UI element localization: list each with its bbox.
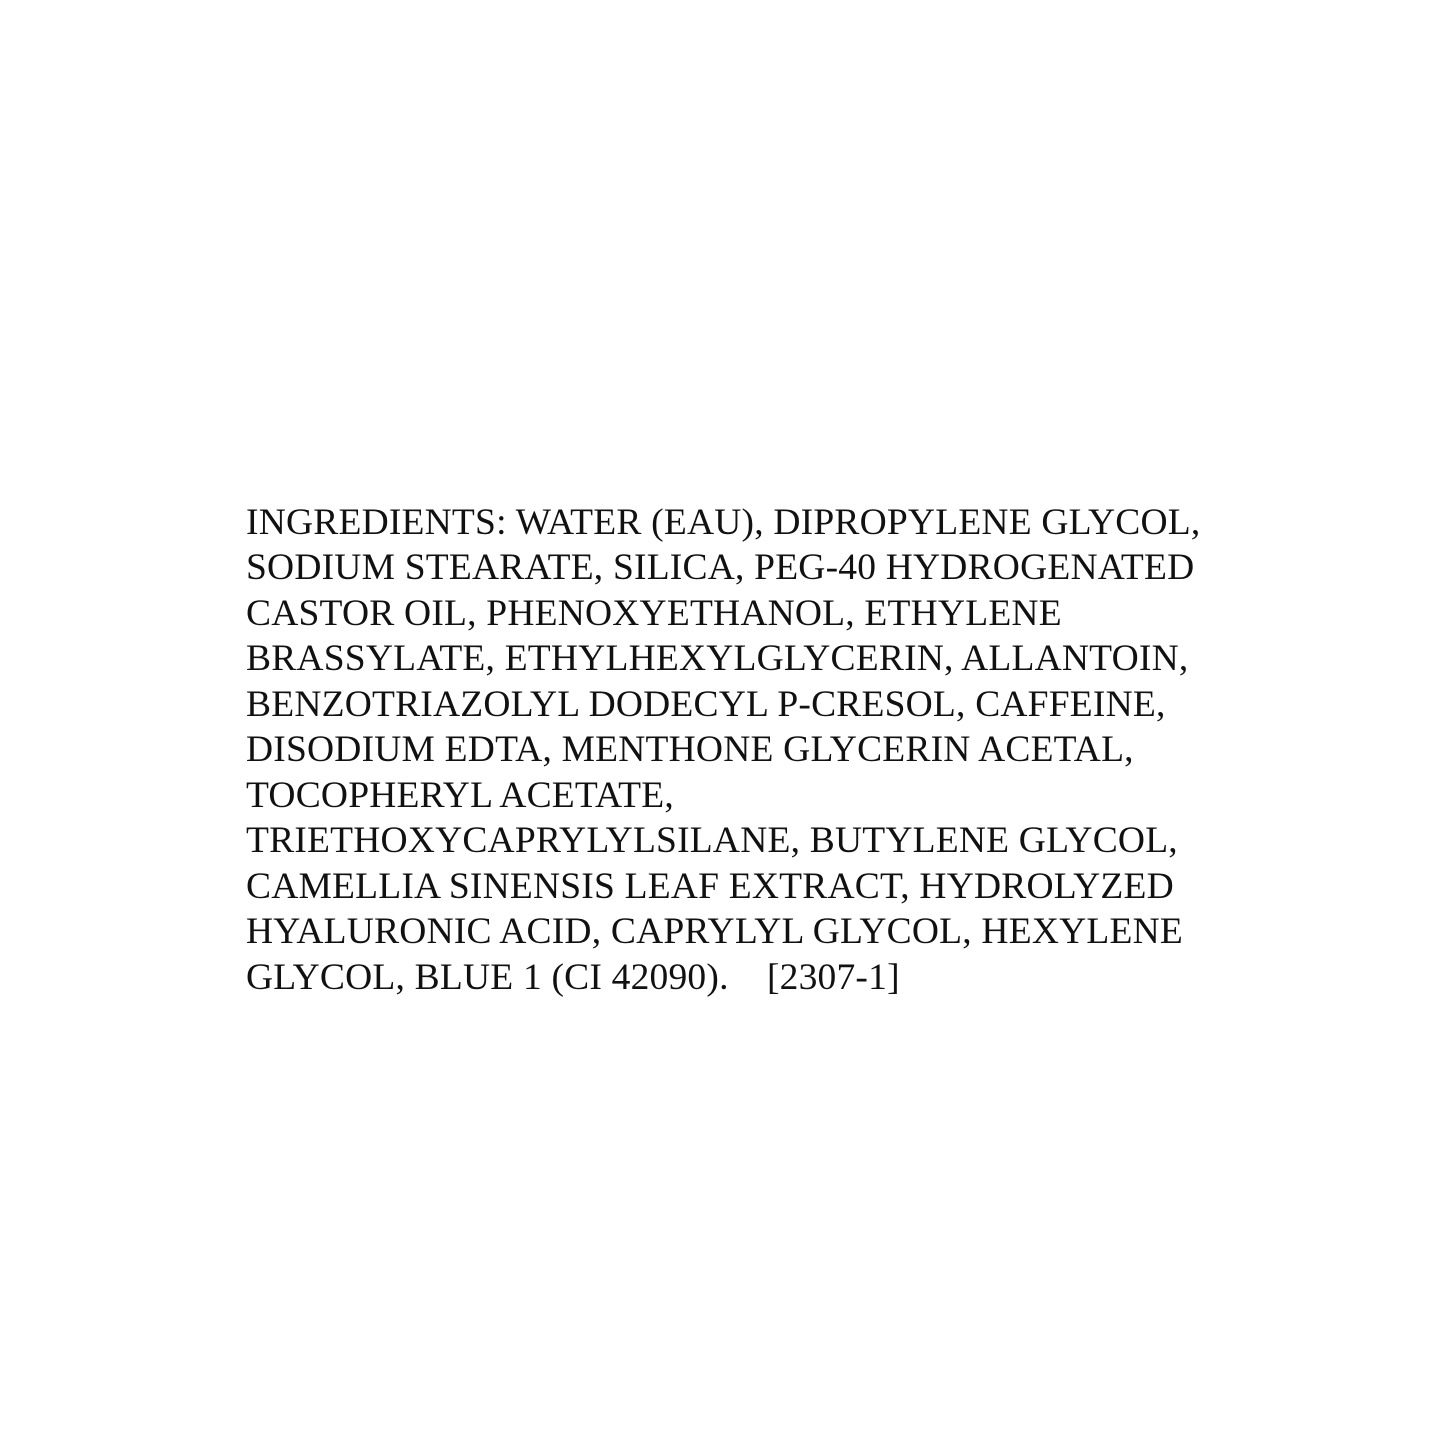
ingredients-block [246,462,1216,1038]
ingredients-text: INGREDIENTS: WATER (EAU), DIPROPYLENE GLYCOL, SODIUM STEARATE, SILICA, PEG-40 HYDROGENATED CASTOR OIL, PHENOXYETHANOL, ETHYLENE BRASSYLATE, ETHYLHEXYLGLYCERIN, ALLANTOIN, BENZOTRIAZOLYL DODECYL P-CRESOL, CAFFEINE, DISODIUM EDTA, MENTHONE GLYCERIN ACETAL, TOCOPHERYL ACETATE, TRIETHOXYCAPRYLYLSILANE, BUTYLENE GLYCOL, CAMELLIA SINENSIS LEAF EXTRACT, HYDROLYZED HYALURONIC ACID, CAPRYLYL GLYCOL, HEXYLENE GLYCOL, BLUE 1 (CI 42090). [2307-1] [246,501,1211,998]
